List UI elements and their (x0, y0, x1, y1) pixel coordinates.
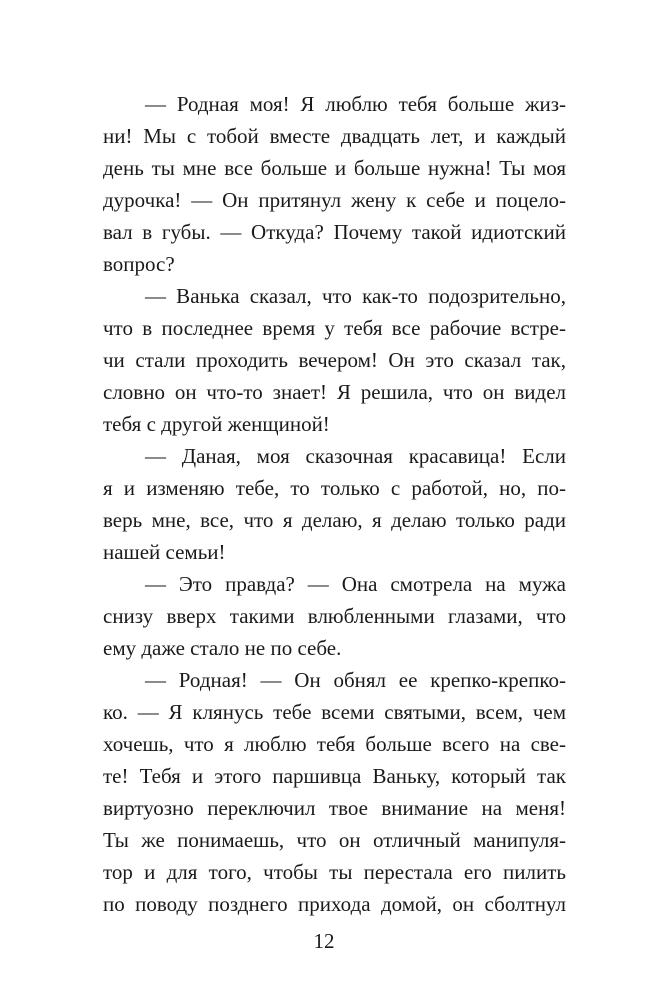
page-number: 12 (313, 929, 335, 953)
text-line: словно он что-то знает! Я решила, что он видел (103, 380, 566, 404)
text-line: вопрос? (103, 252, 175, 276)
text-line: тебя с другой женщиной! (103, 412, 330, 436)
text-line: — Ванька сказал, что как-то подозрительно, (145, 284, 566, 308)
text-line: ко. — Я клянусь тебе всеми святыми, всем, чем (103, 700, 566, 724)
text-line: — Даная, моя сказочная красавица! Если (145, 444, 566, 468)
text-line: — Родная моя! Я люблю тебя больше жиз- (145, 92, 566, 116)
text-line: ни! Мы с тобой вместе двадцать лет, и каждый (103, 124, 566, 148)
text-line: Ты же понимаешь, что он отличный манипуля- (103, 828, 566, 852)
text-line: тор и для того, чтобы ты перестала его пилить (103, 860, 566, 884)
text-line: — Родная! — Он обнял ее крепко-крепко- (145, 668, 566, 692)
text-line: — Это правда? — Она смотрела на мужа (145, 572, 566, 596)
text-line: дурочка! — Он притянул жену к себе и поцело- (103, 188, 566, 212)
text-line: верь мне, все, что я делаю, я делаю только ради (103, 508, 566, 532)
text-line: вал в губы. — Откуда? Почему такой идиотский (103, 220, 566, 244)
text-line: хочешь, что я люблю тебя больше всего на све- (103, 732, 566, 756)
text-line: ему даже стало не по себе. (103, 636, 342, 660)
text-line: день ты мне все больше и больше нужна! Ты моя (103, 156, 566, 180)
text-line: чи стали проходить вечером! Он это сказал так, (103, 348, 566, 372)
text-line: виртуозно переключил твое внимание на меня! (103, 796, 566, 820)
text-line: те! Тебя и этого паршивца Ваньку, который так (103, 764, 566, 788)
text-line: что в последнее время у тебя все рабочие встре- (103, 316, 566, 340)
text-line: я и изменяю тебе, то только с работой, но, по- (103, 476, 566, 500)
text-line: нашей семьи! (103, 540, 226, 564)
text-line: по поводу позднего прихода домой, он сболтнул (103, 892, 566, 916)
text-line: снизу вверх такими влюбленными глазами, что (103, 604, 566, 628)
